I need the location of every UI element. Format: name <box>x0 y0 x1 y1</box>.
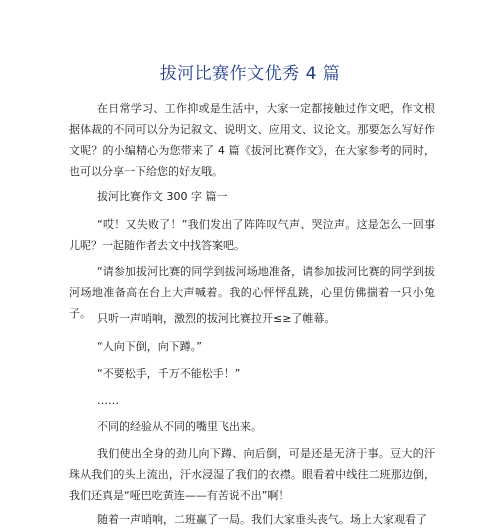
paragraph: 不同的经验从不同的嘴里飞出来。 <box>97 420 262 433</box>
paragraph: “哎！又失败了！”我们发出了阵阵叹气声、哭泣声。这是怎么一回事儿呢？一起随作者去文中找答案吧。 <box>69 218 435 252</box>
document-title: 拔河比赛作文优秀 4 篇 <box>159 64 341 84</box>
paragraph-intro: 在日常学习、工作抑或是生活中，大家一定都接触过作文吧，作文根据体裁的不同可以分为记叙文、说明文、应用文、议论文。那要怎么写好作文呢？的小编精心为您带来了 4 篇《拔河比赛作文》，在大家参考的同时，也可以分享一下给您的好友哦。 <box>69 102 435 178</box>
paragraph: 随着一声哨响，二班赢了一局。我们大家垂头丧气。场上大家观看了 <box>97 513 427 526</box>
paragraph: …… <box>97 394 119 407</box>
paragraph: 只听一声哨响，激烈的拔河比赛拉开≤≥了帷幕。 <box>97 312 336 325</box>
paragraph: “人向下倒，向下蹲。” <box>97 340 202 353</box>
paragraph: “请参加拔河比赛的同学到拔河场地准备，请参加拔河比赛的同学到拔河场地准备高在台上大声喊着。我的心怦怦乱跳，心里仿佛揣着一只小兔子。 <box>69 265 435 320</box>
paragraph: “不要松手，千万不能松手！” <box>97 367 241 380</box>
paragraph: 我们使出全身的劲儿向下蹲、向后倒，可是还是无济于事。豆大的汗珠从我们的头上流出，汗水浸湿了我们的衣襟。眼看着中线往二班那边倒，我们还真是“哑巴吃黄连——有苦说不出”啊！ <box>69 447 435 502</box>
paragraph-section-heading: 拔河比赛作文 300 字 篇一 <box>97 190 228 203</box>
